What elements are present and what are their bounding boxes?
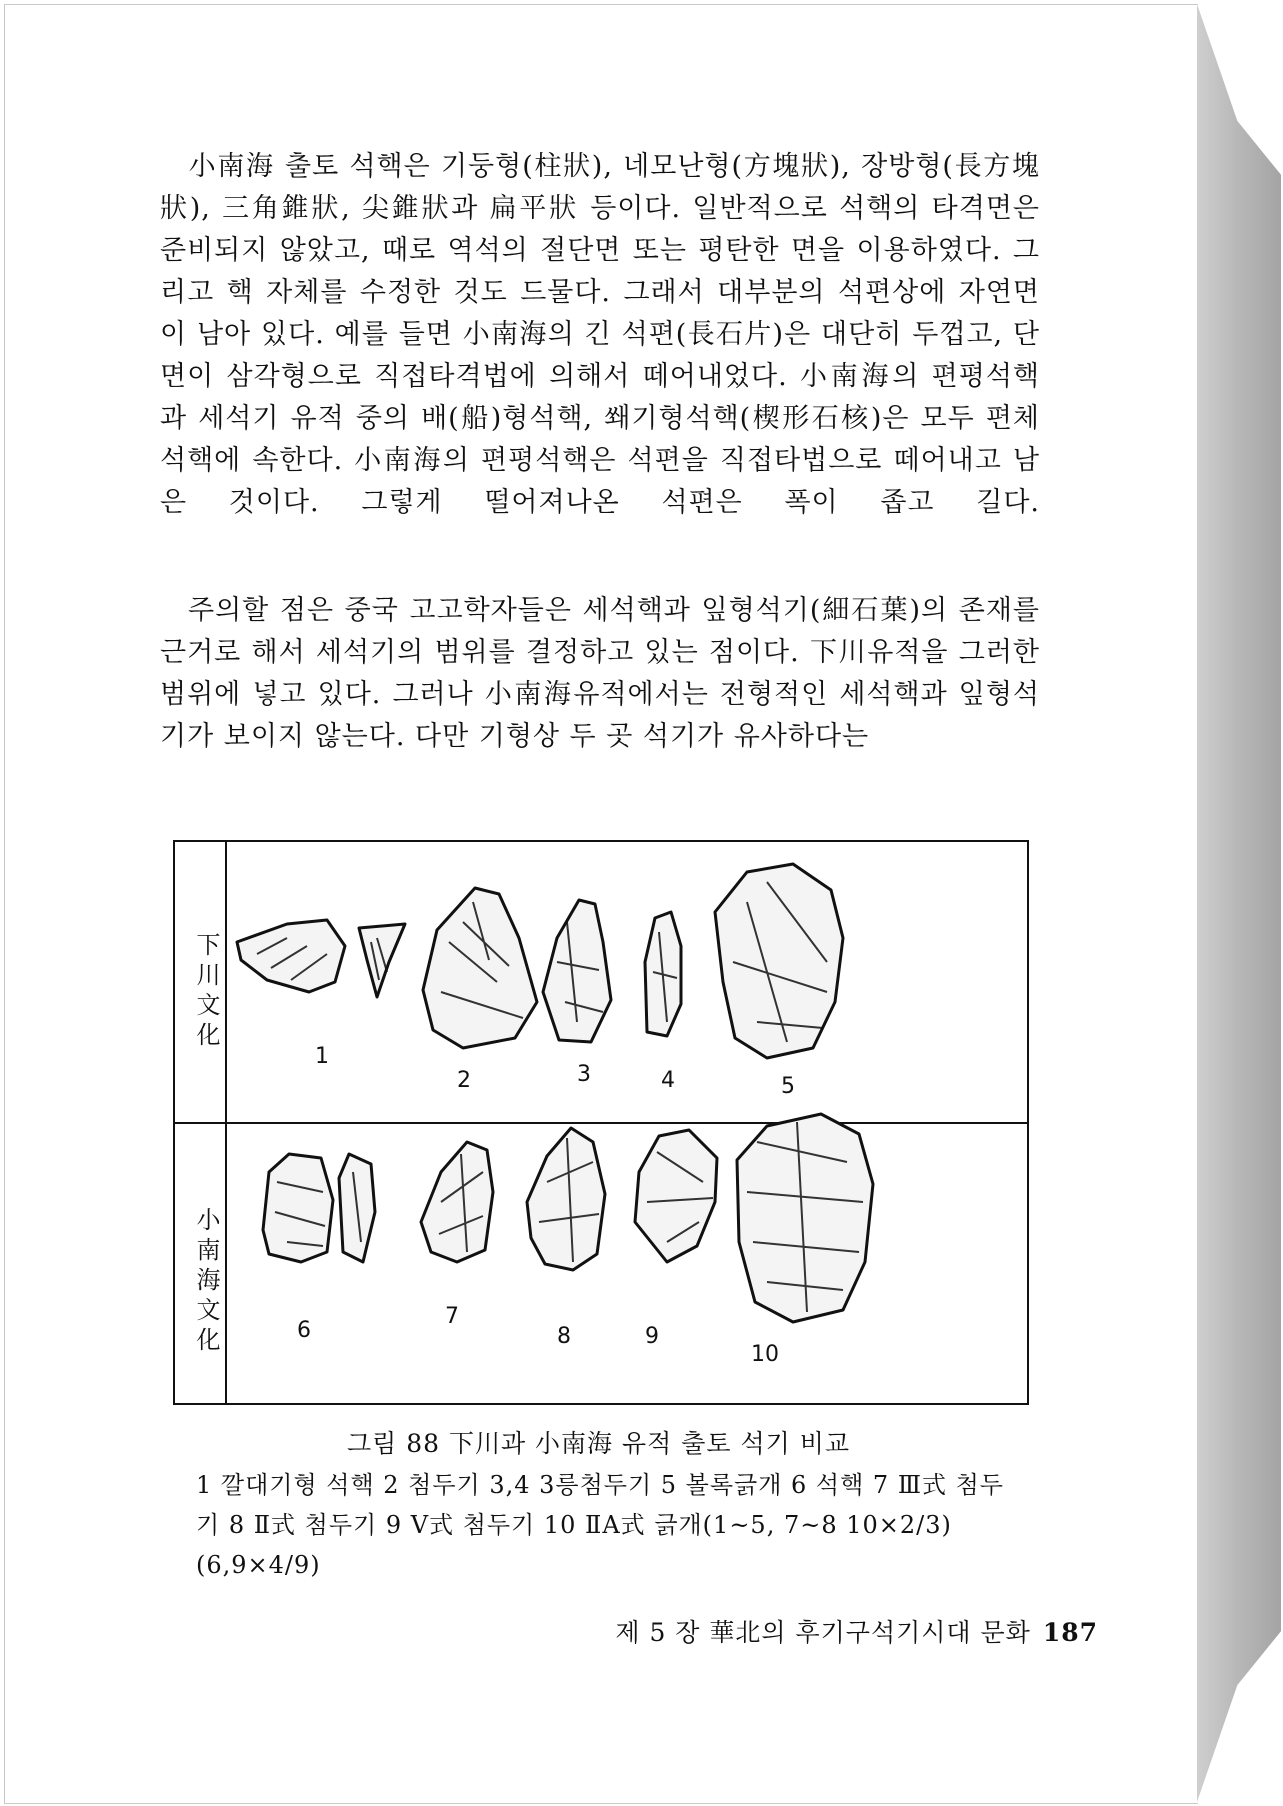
artifact-8 [527, 1128, 605, 1270]
running-head: 제 5 장 華北의 후기구석기시대 문화 [615, 1618, 1031, 1647]
row-label-xiaonanhai: 小南海文化 [192, 1207, 220, 1357]
figure-number-1: 1 [315, 1044, 329, 1069]
paragraph-1: 小南海 출토 석핵은 기둥형(柱狀), 네모난형(方塊狀), 장방형(長方塊狀), 三角錐狀, 尖錐狀과 扁平狀 등이다. 일반적으로 석핵의 타격면은 준비되지 않았고, 때로 역석의 절단면 또는 평탄한 면을 이용하였다. 그리고 핵 자체를 수정한 것도 드물다. 그래서 대부분의 석편상에 자연면이 남아 있다. 예를 들면 小南海의 긴 석편(長石片)은 대단히 두껍고, 단면이 삼각형으로 직접타격법에 의해서 떼어내었다. 小南海의 편평석핵과 세석기 유적 중의 배(船)형석핵, 쐐기형석핵(楔形石核)은 모두 편체석핵에 속한다. 小南海의 편평석핵은 석편을 직접타법으로 떼어내고 남은 것이다. 그렇게 떨어져나온 석편은 폭이 좁고 길다. [160, 151, 1040, 518]
figure-number-7: 7 [445, 1304, 459, 1329]
page-footer [615, 1613, 1098, 1649]
artifact-1b [359, 924, 405, 997]
figure-caption-text: 1 깔대기형 석핵 2 첨두기 3,4 3릉첨두기 5 볼록긁개 6 석핵 7 Ⅲ式 첨두기 8 Ⅱ式 첨두기 9 Ⅴ式 첨두기 10 ⅡA式 긁개(1~5, 7~8 10×2/3) (6,9×4/9) [196, 1471, 1004, 1579]
artifact-7 [421, 1142, 493, 1262]
artifact-9 [635, 1130, 717, 1262]
figure-number-8: 8 [557, 1324, 571, 1349]
stone-tool-drawings [227, 842, 1027, 1402]
figure-caption-title: 그림 88 下川과 小南海 유적 출토 석기 비교 [346, 1429, 851, 1458]
figure-number-4: 4 [661, 1068, 675, 1093]
figure-number-6: 6 [297, 1318, 311, 1343]
stone-tool-figure [173, 840, 1029, 1405]
figure-number-5: 5 [781, 1074, 795, 1099]
row-label-xiachuan: 下川文化 [192, 932, 220, 1052]
figure-number-10: 10 [751, 1342, 779, 1367]
figure-number-9: 9 [645, 1324, 659, 1349]
paragraph-2: 주의할 점은 중국 고고학자들은 세석핵과 잎형석기(細石葉)의 존재를 근거로 해서 세석기의 범위를 결정하고 있는 점이다. 下川유적을 그러한 범위에 넣고 있다. 그러나 小南海유적에서는 전형적인 세석핵과 잎형석기가 보이지 않는다. 다만 기형상 두 곳 석기가 유사하다는 [160, 595, 1040, 752]
figure-number-2: 2 [457, 1068, 471, 1093]
book-spine [1197, 4, 1281, 1802]
artifact-5 [715, 864, 843, 1058]
figure-number-3: 3 [577, 1062, 591, 1087]
page-number: 187 [1042, 1618, 1098, 1647]
